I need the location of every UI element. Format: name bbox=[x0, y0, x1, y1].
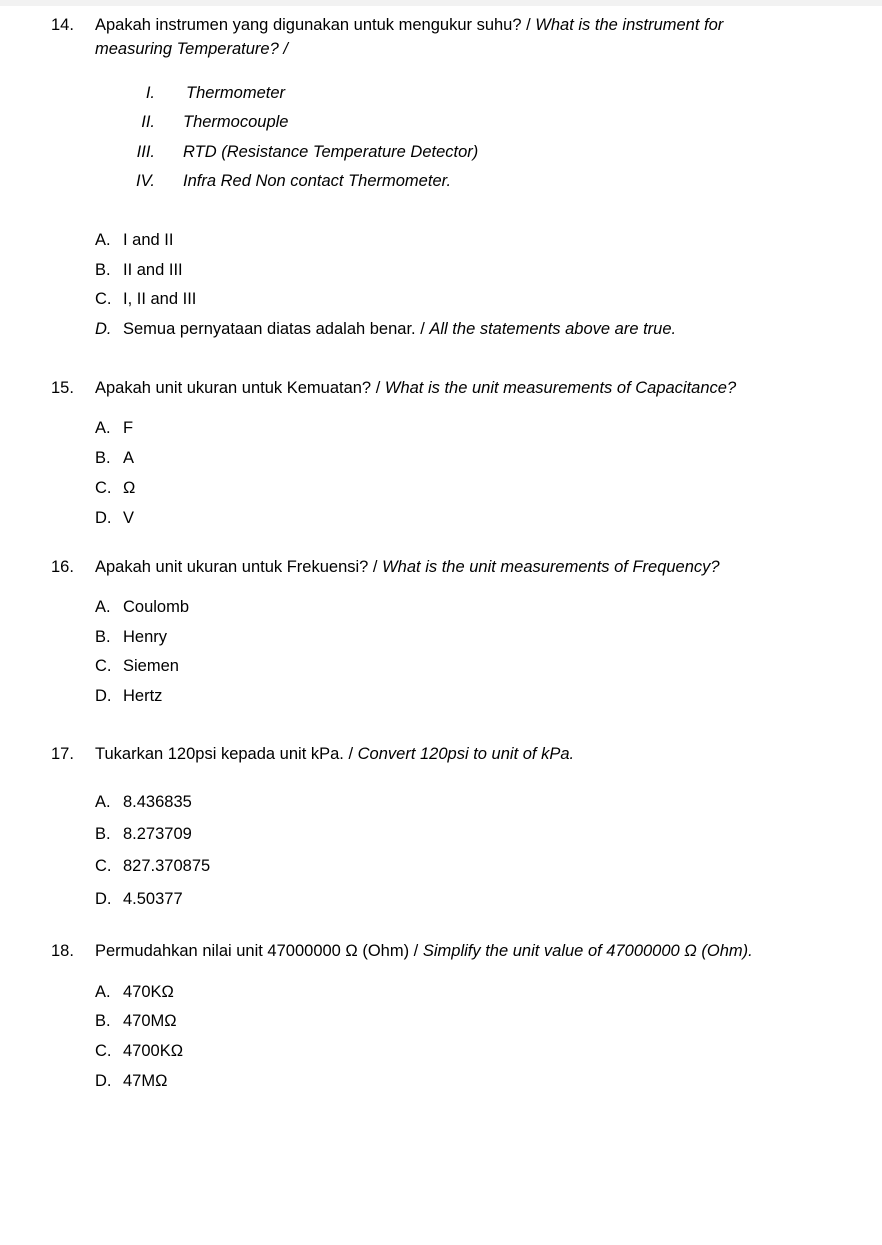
roman-item-text: RTD (Resistance Temperature Detector) bbox=[183, 143, 479, 161]
option-letter: B. bbox=[95, 825, 111, 843]
option-letter: C. bbox=[95, 657, 112, 675]
question-text-en: Convert 120psi to unit of kPa. bbox=[357, 745, 575, 763]
question-text-en: What is the unit measurements of Capacitance? bbox=[384, 379, 737, 397]
option-letter: A. bbox=[95, 983, 111, 1001]
option-letter: B. bbox=[95, 449, 111, 467]
option-letter: D. bbox=[95, 890, 112, 908]
question-text-en-continued: measuring Temperature? / bbox=[95, 40, 288, 58]
question-number: 15. bbox=[51, 379, 74, 397]
option-letter: D. bbox=[95, 509, 112, 527]
option-text: II and III bbox=[123, 261, 183, 279]
option-text: A bbox=[123, 449, 135, 467]
question-text-ms: Apakah unit ukuran untuk Kemuatan? / bbox=[95, 379, 385, 397]
option-letter: C. bbox=[95, 857, 112, 875]
question-text-en: What is the unit measurements of Frequency? bbox=[382, 558, 720, 576]
option-letter: D. bbox=[95, 320, 112, 338]
option-letter: C. bbox=[95, 290, 112, 308]
question-number: 16. bbox=[51, 558, 74, 576]
option-text: 8.436835 bbox=[123, 793, 192, 811]
question-number: 17. bbox=[51, 745, 74, 763]
top-edge-strip bbox=[0, 0, 882, 6]
option-letter: A. bbox=[95, 598, 111, 616]
option-text: F bbox=[123, 419, 134, 437]
roman-item-text: Thermometer bbox=[186, 84, 286, 102]
option-text bbox=[123, 320, 676, 339]
option-text: Siemen bbox=[123, 657, 179, 675]
option-text: 827.370875 bbox=[123, 857, 211, 875]
question-text-en: Simplify the unit value of 47000000 Ω (Ohm). bbox=[422, 942, 753, 960]
option-text: 4.50377 bbox=[123, 890, 183, 908]
question-text bbox=[95, 16, 723, 35]
option-text: V bbox=[123, 509, 135, 527]
question-text-ms: Permudahkan nilai unit 47000000 Ω (Ohm) / bbox=[95, 942, 423, 960]
option-text: 47MΩ bbox=[123, 1072, 168, 1090]
option-text-ms: Semua pernyataan diatas adalah benar. / bbox=[123, 320, 430, 338]
roman-numeral: I. bbox=[145, 84, 155, 102]
roman-numeral: IV. bbox=[136, 172, 155, 190]
option-letter: C. bbox=[95, 1042, 112, 1060]
option-text: Ω bbox=[123, 479, 136, 497]
option-text: 8.273709 bbox=[123, 825, 192, 843]
question-text-en: What is the instrument for bbox=[535, 16, 724, 34]
roman-numeral: III. bbox=[136, 143, 155, 161]
question-number: 18. bbox=[51, 942, 74, 960]
roman-item-text: Thermocouple bbox=[183, 113, 289, 131]
option-text-en: All the statements above are true. bbox=[429, 320, 677, 338]
option-letter: B. bbox=[95, 1012, 111, 1030]
option-letter: C. bbox=[95, 479, 112, 497]
question-text-ms: Apakah unit ukuran untuk Frekuensi? / bbox=[95, 558, 383, 576]
option-letter: D. bbox=[95, 687, 112, 705]
option-letter: A. bbox=[95, 419, 111, 437]
question-text bbox=[95, 379, 736, 398]
option-text: Hertz bbox=[123, 687, 163, 705]
option-text: 470KΩ bbox=[123, 983, 174, 1001]
option-text: 4700KΩ bbox=[123, 1042, 184, 1060]
option-text: I, II and III bbox=[123, 290, 197, 308]
option-text: 470MΩ bbox=[123, 1012, 177, 1030]
option-letter: A. bbox=[95, 231, 111, 249]
question-number: 14. bbox=[51, 16, 74, 34]
question-text-ms: Apakah instrumen yang digunakan untuk mengukur suhu? / bbox=[95, 16, 536, 34]
option-text: I and II bbox=[123, 231, 174, 249]
roman-item-text: Infra Red Non contact Thermometer. bbox=[183, 172, 452, 190]
option-letter: D. bbox=[95, 1072, 112, 1090]
option-letter: B. bbox=[95, 261, 111, 279]
question-text bbox=[95, 942, 753, 961]
question-text-ms: Tukarkan 120psi kepada unit kPa. / bbox=[95, 745, 358, 763]
option-text: Coulomb bbox=[123, 598, 190, 616]
option-letter: A. bbox=[95, 793, 111, 811]
option-text: Henry bbox=[123, 628, 168, 646]
roman-numeral: II. bbox=[141, 113, 155, 131]
question-text bbox=[95, 745, 574, 764]
option-letter: B. bbox=[95, 628, 111, 646]
question-text bbox=[95, 558, 720, 577]
